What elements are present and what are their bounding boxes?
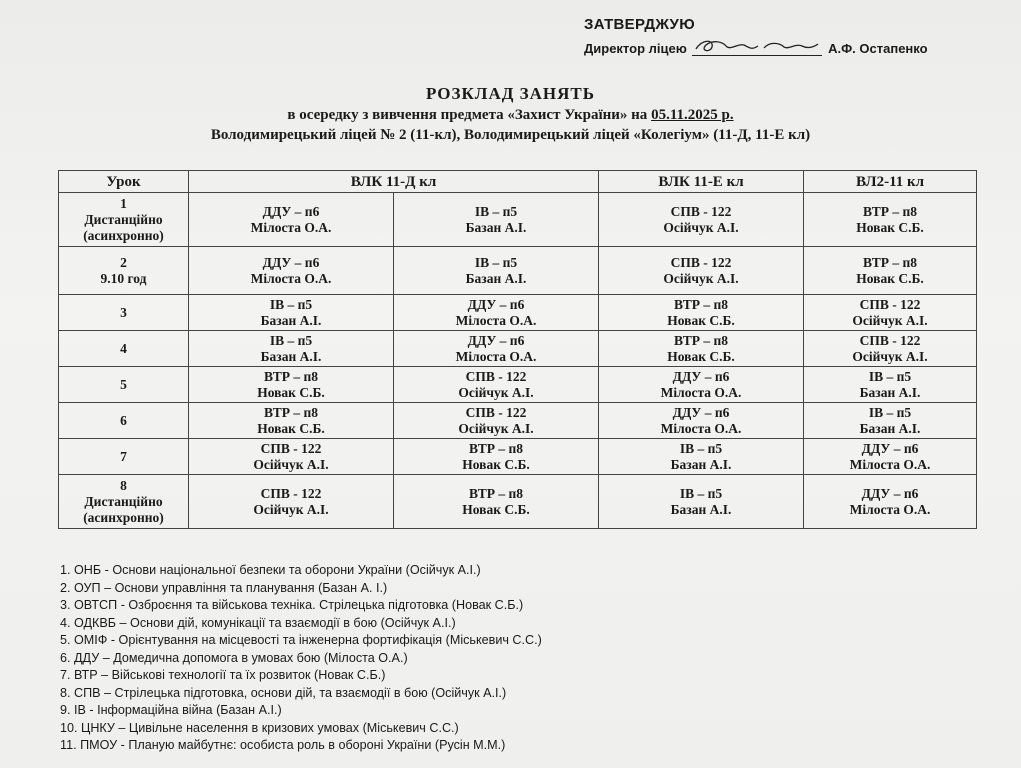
schedule-cell bbox=[804, 193, 977, 247]
schedule-cell bbox=[189, 295, 394, 331]
subject-room: ДДУ – п6 bbox=[672, 368, 730, 384]
subject-room: ВТР – п8 bbox=[673, 332, 729, 348]
schedule-cell bbox=[189, 403, 394, 439]
subject-room: СПВ - 122 bbox=[260, 485, 322, 501]
schedule-cell bbox=[189, 247, 394, 295]
lesson-cell bbox=[59, 403, 189, 439]
subject-room: ІВ – п5 bbox=[868, 368, 912, 384]
subject-room: ДДУ – п6 bbox=[861, 485, 919, 501]
document-title: РОЗКЛАД ЗАНЯТЬ bbox=[425, 84, 596, 103]
legend-item: 8. СПВ – Стрілецька підготовка, основи дій, та взаємодії в бою (Осійчук А.І.) bbox=[60, 685, 507, 700]
subject-room: СПВ - 122 bbox=[859, 332, 921, 348]
schedule-cell bbox=[804, 403, 977, 439]
schedule-cell bbox=[599, 193, 804, 247]
legend-item: 1. ОНБ - Основи національної безпеки та оборони України (Осійчук А.І.) bbox=[60, 563, 481, 577]
subject-room: ВТР – п8 bbox=[673, 296, 729, 312]
table-row bbox=[59, 475, 977, 529]
table-row bbox=[59, 331, 977, 367]
teacher-name: Базан А.І. bbox=[670, 456, 732, 472]
teacher-name: Базан А.І. bbox=[859, 384, 921, 400]
lesson-number: 6 bbox=[120, 412, 127, 428]
schedule-cell bbox=[804, 331, 977, 367]
schedule-cell bbox=[394, 439, 599, 475]
schedule-cell bbox=[599, 367, 804, 403]
teacher-name: Новак С.Б. bbox=[856, 270, 924, 286]
subject-room: ВТР – п8 bbox=[468, 485, 524, 501]
document-subtitle bbox=[0, 107, 1021, 124]
subject-room: ДДУ – п6 bbox=[861, 440, 919, 456]
legend-item: 9. ІВ - Інформаційна війна (Базан А.І.) bbox=[60, 703, 282, 717]
approval-block bbox=[584, 16, 964, 56]
schedule-cell bbox=[804, 475, 977, 529]
teacher-name: Осійчук А.І. bbox=[458, 384, 534, 400]
schools-line: Володимирецький ліцей № 2 (11-кл), Володимирецький ліцей «Колегіум» (11-Д, 11-Е кл) bbox=[210, 127, 811, 143]
schedule-cell bbox=[599, 403, 804, 439]
schedule-cell bbox=[599, 295, 804, 331]
teacher-name: Базан А.І. bbox=[859, 420, 921, 436]
abbreviation-legend bbox=[60, 562, 542, 755]
table-row bbox=[59, 367, 977, 403]
subject-room: ІВ – п5 bbox=[269, 296, 313, 312]
subject-room: ВТР – п8 bbox=[263, 404, 319, 420]
approval-title: ЗАТВЕРДЖУЮ bbox=[584, 16, 695, 33]
lesson-note: Дистанційно bbox=[84, 211, 163, 227]
teacher-name: Новак С.Б. bbox=[462, 456, 530, 472]
lesson-number: 2 bbox=[120, 254, 127, 270]
table-row bbox=[59, 247, 977, 295]
teacher-name: Новак С.Б. bbox=[667, 348, 735, 364]
subject-room: СПВ - 122 bbox=[670, 254, 732, 270]
legend-item: 7. ВТР – Військові технології та їх розвиток (Новак С.Б.) bbox=[60, 668, 386, 682]
teacher-name: Осійчук А.І. bbox=[852, 348, 928, 364]
header-class-vl2: ВЛ2-11 кл bbox=[804, 171, 977, 193]
subject-room: ІВ – п5 bbox=[868, 404, 912, 420]
lesson-cell bbox=[59, 475, 189, 529]
table-row bbox=[59, 193, 977, 247]
header-lesson: Урок bbox=[59, 171, 189, 193]
document-heading bbox=[0, 84, 1021, 144]
subject-room: ДДУ – п6 bbox=[262, 203, 320, 219]
schedule-table bbox=[58, 170, 977, 529]
subject-room: ВТР – п8 bbox=[263, 368, 319, 384]
table-row bbox=[59, 439, 977, 475]
teacher-name: Мілоста О.А. bbox=[660, 384, 742, 400]
schedule-cell bbox=[189, 367, 394, 403]
table-header-row bbox=[59, 171, 977, 193]
teacher-name: Мілоста О.А. bbox=[455, 312, 537, 328]
schedule-cell bbox=[189, 475, 394, 529]
teacher-name: Мілоста О.А. bbox=[849, 501, 931, 517]
schedule-date: 05.11.2025 р. bbox=[651, 107, 734, 123]
table-row bbox=[59, 295, 977, 331]
subject-room: ІВ – п5 bbox=[679, 485, 723, 501]
teacher-name: Базан А.І. bbox=[465, 270, 527, 286]
subject-room: ВТР – п8 bbox=[468, 440, 524, 456]
subject-room: ІВ – п5 bbox=[474, 203, 518, 219]
subject-room: ІВ – п5 bbox=[679, 440, 723, 456]
lesson-cell bbox=[59, 367, 189, 403]
lesson-number: 8 bbox=[120, 477, 127, 493]
legend-item: 2. ОУП – Основи управління та планування (Базан А. І.) bbox=[60, 580, 388, 595]
schedule-cell bbox=[394, 331, 599, 367]
lesson-note: Дистанційно bbox=[84, 493, 163, 509]
schedule-cell bbox=[394, 193, 599, 247]
approval-name: А.Ф. Остапенко bbox=[828, 41, 928, 56]
legend-item: 6. ДДУ – Домедична допомога в умовах бою (Мілоста О.А.) bbox=[60, 650, 408, 665]
subject-room: ІВ – п5 bbox=[269, 332, 313, 348]
teacher-name: Новак С.Б. bbox=[667, 312, 735, 328]
lesson-cell bbox=[59, 439, 189, 475]
teacher-name: Мілоста О.А. bbox=[660, 420, 742, 436]
schedule-cell bbox=[804, 247, 977, 295]
signature-image bbox=[692, 37, 822, 56]
approval-position: Директор ліцею bbox=[584, 41, 687, 56]
teacher-name: Осійчук А.І. bbox=[852, 312, 928, 328]
schedule-cell bbox=[394, 295, 599, 331]
teacher-name: Мілоста О.А. bbox=[455, 348, 537, 364]
teacher-name: Мілоста О.А. bbox=[250, 270, 332, 286]
lesson-cell bbox=[59, 295, 189, 331]
schedule-cell bbox=[394, 475, 599, 529]
schedule-cell bbox=[189, 331, 394, 367]
subject-room: СПВ - 122 bbox=[465, 368, 527, 384]
subject-room: ДДУ – п6 bbox=[262, 254, 320, 270]
schedule-cell bbox=[804, 367, 977, 403]
schedule-cell bbox=[394, 403, 599, 439]
schedule-cell bbox=[189, 439, 394, 475]
subject-room: ДДУ – п6 bbox=[467, 296, 525, 312]
subject-room: ВТР – п8 bbox=[862, 203, 918, 219]
lesson-number: 1 bbox=[120, 195, 127, 211]
teacher-name: Осійчук А.І. bbox=[663, 219, 739, 235]
lesson-note: 9.10 год bbox=[100, 270, 147, 286]
teacher-name: Базан А.І. bbox=[260, 348, 322, 364]
approval-line bbox=[584, 37, 964, 56]
lesson-note: (асинхронно) bbox=[83, 509, 164, 525]
subject-room: СПВ - 122 bbox=[260, 440, 322, 456]
teacher-name: Базан А.І. bbox=[260, 312, 322, 328]
teacher-name: Осійчук А.І. bbox=[663, 270, 739, 286]
lesson-number: 5 bbox=[120, 376, 127, 392]
schedule-cell bbox=[599, 247, 804, 295]
subject-room: ВТР – п8 bbox=[862, 254, 918, 270]
subject-room: СПВ - 122 bbox=[465, 404, 527, 420]
schedule-cell bbox=[189, 193, 394, 247]
teacher-name: Мілоста О.А. bbox=[849, 456, 931, 472]
lesson-cell bbox=[59, 331, 189, 367]
schedule-cell bbox=[599, 439, 804, 475]
teacher-name: Базан А.І. bbox=[670, 501, 732, 517]
subject-room: СПВ - 122 bbox=[859, 296, 921, 312]
legend-item: 11. ПМОУ - Планую майбутнє: особиста роль в обороні України (Русін М.М.) bbox=[60, 738, 506, 752]
subject-room: ДДУ – п6 bbox=[467, 332, 525, 348]
table-row bbox=[59, 403, 977, 439]
teacher-name: Осійчук А.І. bbox=[253, 456, 329, 472]
legend-item: 5. ОМІФ - Орієнтування на місцевості та інженерна фортифікація (Міськевич С.С.) bbox=[60, 633, 542, 647]
schedule-cell bbox=[804, 295, 977, 331]
teacher-name: Осійчук А.І. bbox=[253, 501, 329, 517]
lesson-number: 3 bbox=[120, 304, 127, 320]
lesson-note: (асинхронно) bbox=[83, 227, 164, 243]
teacher-name: Базан А.І. bbox=[465, 219, 527, 235]
legend-item: 10. ЦНКУ – Цивільне населення в кризових умовах (Міськевич С.С.) bbox=[60, 720, 459, 735]
lesson-cell bbox=[59, 247, 189, 295]
legend-item: 3. ОВТСП - Озброєння та військова техніка. Стрілецька підготовка (Новак С.Б.) bbox=[60, 598, 524, 612]
teacher-name: Новак С.Б. bbox=[257, 384, 325, 400]
subject-room: ДДУ – п6 bbox=[672, 404, 730, 420]
lesson-number: 7 bbox=[120, 448, 127, 464]
lesson-number: 4 bbox=[120, 340, 127, 356]
teacher-name: Новак С.Б. bbox=[856, 219, 924, 235]
schedule-cell bbox=[599, 475, 804, 529]
schedule-cell bbox=[394, 367, 599, 403]
header-class-11e: ВЛК 11-Е кл bbox=[599, 171, 804, 193]
teacher-name: Мілоста О.А. bbox=[250, 219, 332, 235]
subtitle-text: в осередку з вивчення предмета «Захист України» на bbox=[287, 107, 652, 123]
subject-room: ІВ – п5 bbox=[474, 254, 518, 270]
teacher-name: Осійчук А.І. bbox=[458, 420, 534, 436]
subject-room: СПВ - 122 bbox=[670, 203, 732, 219]
schedule-cell bbox=[599, 331, 804, 367]
schedule-cell bbox=[804, 439, 977, 475]
schedule-cell bbox=[394, 247, 599, 295]
lesson-cell bbox=[59, 193, 189, 247]
teacher-name: Новак С.Б. bbox=[257, 420, 325, 436]
header-class-11d: ВЛК 11-Д кл bbox=[189, 171, 599, 193]
legend-item: 4. ОДКВБ – Основи дій, комунікації та взаємодії в бою (Осійчук А.І.) bbox=[60, 615, 456, 630]
teacher-name: Новак С.Б. bbox=[462, 501, 530, 517]
